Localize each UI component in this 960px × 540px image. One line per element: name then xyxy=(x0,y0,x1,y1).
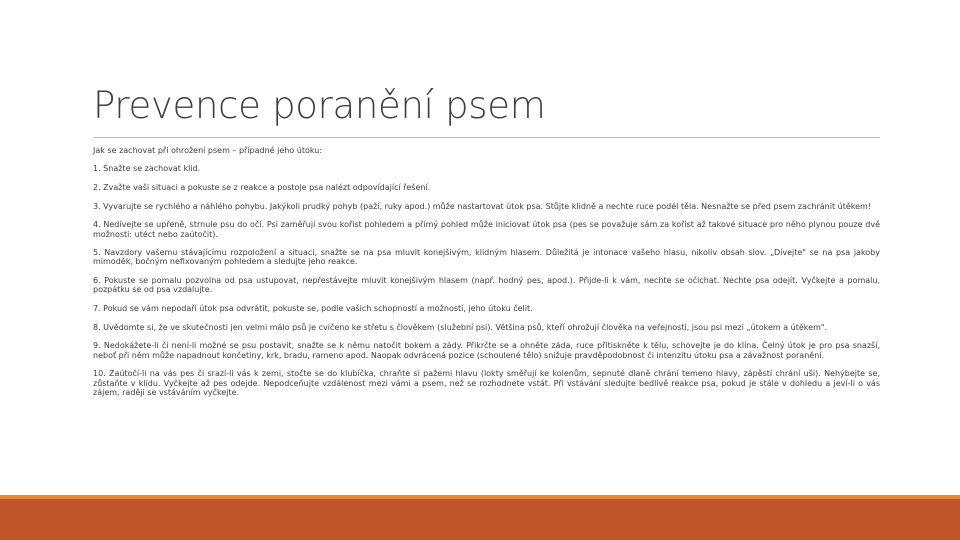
list-item: 2. Zvažte vaši situaci a pokuste se z reakce a postoje psa nalézt odpovídající řešení. xyxy=(93,182,431,192)
list-item: 10. Zaútočí-li na vás pes či srazí-li vás k zemi, stočte se do klubíčka, chraňte si pažemi hlavu (lokty směřují ke kolenům, sepnuté dlaně chrání temeno hlavy, zápěstí chrání uši). Nehýbejte se, zůstaňte v klidu. Vyčkejte až pes odejde. Nepodceňujte vzdálenost mezi vámi a psem, než se rozhodnete vstát. Při vstávání sledujte bedlivě reakce psa, pokud je stále v dohledu a jeví-li o vás zájem, raději se vstáváním vyčkejte. xyxy=(93,369,880,397)
intro-text: Jak se zachovat při ohrožení psem – případné jeho útoku: xyxy=(93,146,323,155)
list-item: 9. Nedokážete-li či není-li možné se psu postavit, snažte se k němu natočit bokem a zády. Přikrčte se a ohněte záda, ruce přitiskněte k tělu, schovejte je do klína. Čelný útok je pro psa snazší, neboť při něm může napadnout končetiny, krk, bradu, rameno apod. Naopak odvrácená pozice (schoulené tělo) snižuje pravděpodobnost či intenzitu útoku psa a závažnost poranění. xyxy=(93,341,880,360)
list-item: 7. Pokud se vám nepodaří útok psa odvrátit, pokuste se, podle vašich schopností a možností, jeho útoku čelit. xyxy=(93,304,533,314)
list-item: 4. Nedívejte se upřeně, strnule psu do očí. Psi zaměřují svou kořist pohledem a přímý pohled může iniciovat útok psa (pes se považuje sám za kořist až takové situace pro něho plynou pouze dvě možnosti: utéct nebo zaútočit). xyxy=(93,220,880,239)
title-divider xyxy=(93,137,880,138)
list-item: 3. Vyvarujte se rychlého a náhlého pohybu. Jakýkoli prudký pohyb (paží, ruky apod.) může nastartovat útok psa. Stůjte klidně a nechte ruce podél těla. Nesnažte se před psem zachránit útěkem! xyxy=(93,201,872,211)
slide-body xyxy=(93,146,880,406)
footer-band xyxy=(0,495,960,540)
list-item: 6. Pokuste se pomalu pozvolna od psa ustupovat, nepřestávejte mluvit konejšivým hlasem (např. hodný pes, apod.). Přijde-li k vám, nechte se očichat. Nechte psa odejít. Vyčkejte a pomalu, pozpátku se od psa vzdalujte. xyxy=(93,276,880,295)
slide-title: Prevence poranění psem xyxy=(93,84,546,127)
list-item: 8. Uvědomte si, že ve skutečnosti jen velmi málo psů je cvičeno ke střetu s člověkem (služební psi). Většina psů, kteří ohrožují člověka na veřejnosti, jsou psi mezi „útokem a útěkem". xyxy=(93,322,828,332)
list-item: 5. Navzdory vašemu stávajícímu rozpoložení a situaci, snažte se na psa mluvit konejšivým, klidným hlasem. Důležitá je intonace vašeho hlasu, nikoliv obsah slov. „Dívejte" se na psa jakoby mimoděk, bočným nefixovaným pohledem a sledujte jeho reakce. xyxy=(93,248,880,267)
list-item: 1. Snažte se zachovat klid. xyxy=(93,164,201,174)
